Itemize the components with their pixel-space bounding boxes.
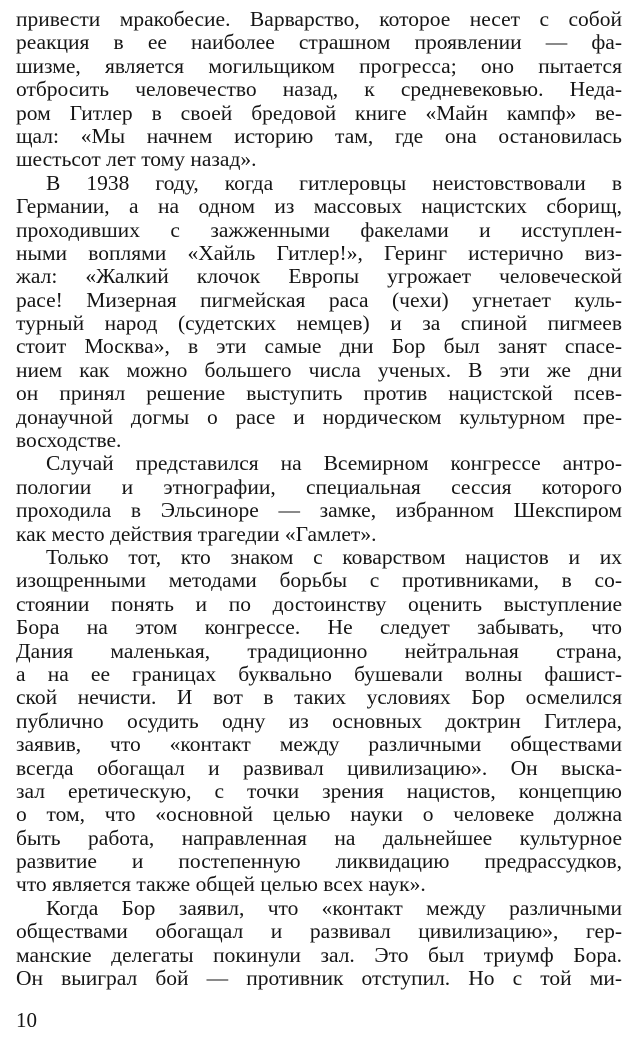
text-line: шестьсот лет тому назад».: [16, 148, 257, 172]
text-line: ром Гитлер в своей бредовой книге «Майн кампф» ве-: [16, 101, 622, 125]
text-line: он принял решение выступить против нацистской псев-: [16, 382, 622, 406]
text-line: стоянии понять и по достоинству оценить выступление: [16, 592, 622, 616]
text-line: развитие и постепенную ликвидацию предрассудков,: [16, 850, 622, 874]
text-line: расе! Мизерная пигмейская раса (чехи) угнетает куль-: [16, 288, 622, 312]
text-line: проходивших с зажженными факелами и исступлен-: [16, 218, 622, 242]
paragraph: [16, 897, 622, 991]
text-line: щал: «Мы начнем историю там, где она остановилась: [16, 124, 622, 148]
text-line: всегда обогащал и развивал цивилизацию». Он выска-: [16, 756, 622, 780]
text-line: манские делегаты покинули зал. Это был триумф Бора.: [16, 943, 622, 967]
text-line: В 1938 году, когда гитлеровцы неистовствовали в: [46, 171, 622, 195]
text-line: изощренными методами борьбы с противниками, в со-: [16, 569, 622, 593]
text-line: Случай представился на Всемирном конгрессе антро-: [46, 452, 622, 476]
paragraph: [16, 8, 622, 172]
text-line: турный народ (судетских немцев) и за спиной пигмеев: [16, 312, 622, 336]
text-line: ской нечисти. И вот в таких условиях Бор осмелился: [16, 686, 622, 710]
text-line: отбросить человечество назад, к средневековью. Неда-: [16, 78, 622, 102]
text-line: заявив, что «контакт между различными обществами: [16, 733, 622, 757]
text-line: Германии, а на одном из массовых нацистских сборищ,: [16, 195, 622, 219]
text-line: стоит Москва», в эти самые дни Бор был занят спасе-: [16, 335, 622, 359]
text-line: пологии и этнографии, специальная сессия которого: [16, 475, 622, 499]
text-line: Дания маленькая, традиционно нейтральная страна,: [16, 639, 622, 663]
text-line: Только тот, кто знаком с коварством нацистов и их: [46, 545, 622, 569]
text-line: донаучной догмы о расе и нордическом культурном пре-: [16, 405, 622, 429]
text-line: ными воплями «Хайль Гитлер!», Геринг истерично виз-: [16, 241, 622, 265]
text-line: а на ее границах буквально бушевали волны фашист-: [16, 662, 622, 686]
text-line: нием как можно большего числа ученых. В эти же дни: [16, 358, 622, 382]
text-line: обществами обогащал и развивал цивилизацию», гер-: [16, 920, 622, 944]
text-line: как место действия трагедии «Гамлет».: [16, 522, 377, 546]
text-line: быть работа, направленная на дальнейшее культурное: [16, 826, 622, 850]
text-line: привести мракобесие. Варварство, которое несет с собой: [16, 8, 622, 31]
paragraph: [16, 546, 622, 897]
paragraph: [16, 172, 622, 453]
text-line: проходила в Эльсиноре — замке, избранном Шекспиром: [16, 499, 622, 523]
page-body: [16, 8, 622, 990]
page-number: 10: [16, 1008, 37, 1032]
text-line: зал еретическую, с точки зрения нацистов, концепцию: [16, 779, 622, 803]
text-line: реакция в ее наиболее страшном проявлении — фа-: [16, 31, 622, 55]
text-line: восходстве.: [16, 429, 122, 453]
text-line: жал: «Жалкий клочок Европы угрожает человеческой: [16, 265, 622, 289]
text-line: Бора на этом конгрессе. Не следует забывать, что: [16, 616, 622, 640]
text-line: что является также общей целью всех наук».: [16, 873, 426, 897]
paragraph: [16, 452, 622, 546]
text-line: Он выиграл бой — противник отступил. Но с той ми-: [16, 967, 622, 991]
text-line: публично осудить одну из основных доктрин Гитлера,: [16, 709, 622, 733]
text-line: о том, что «основной целью науки о человеке должна: [16, 803, 622, 827]
text-line: Когда Бор заявил, что «контакт между различными: [46, 896, 622, 920]
text-line: шизме, является могильщиком прогресса; оно пытается: [16, 54, 622, 78]
